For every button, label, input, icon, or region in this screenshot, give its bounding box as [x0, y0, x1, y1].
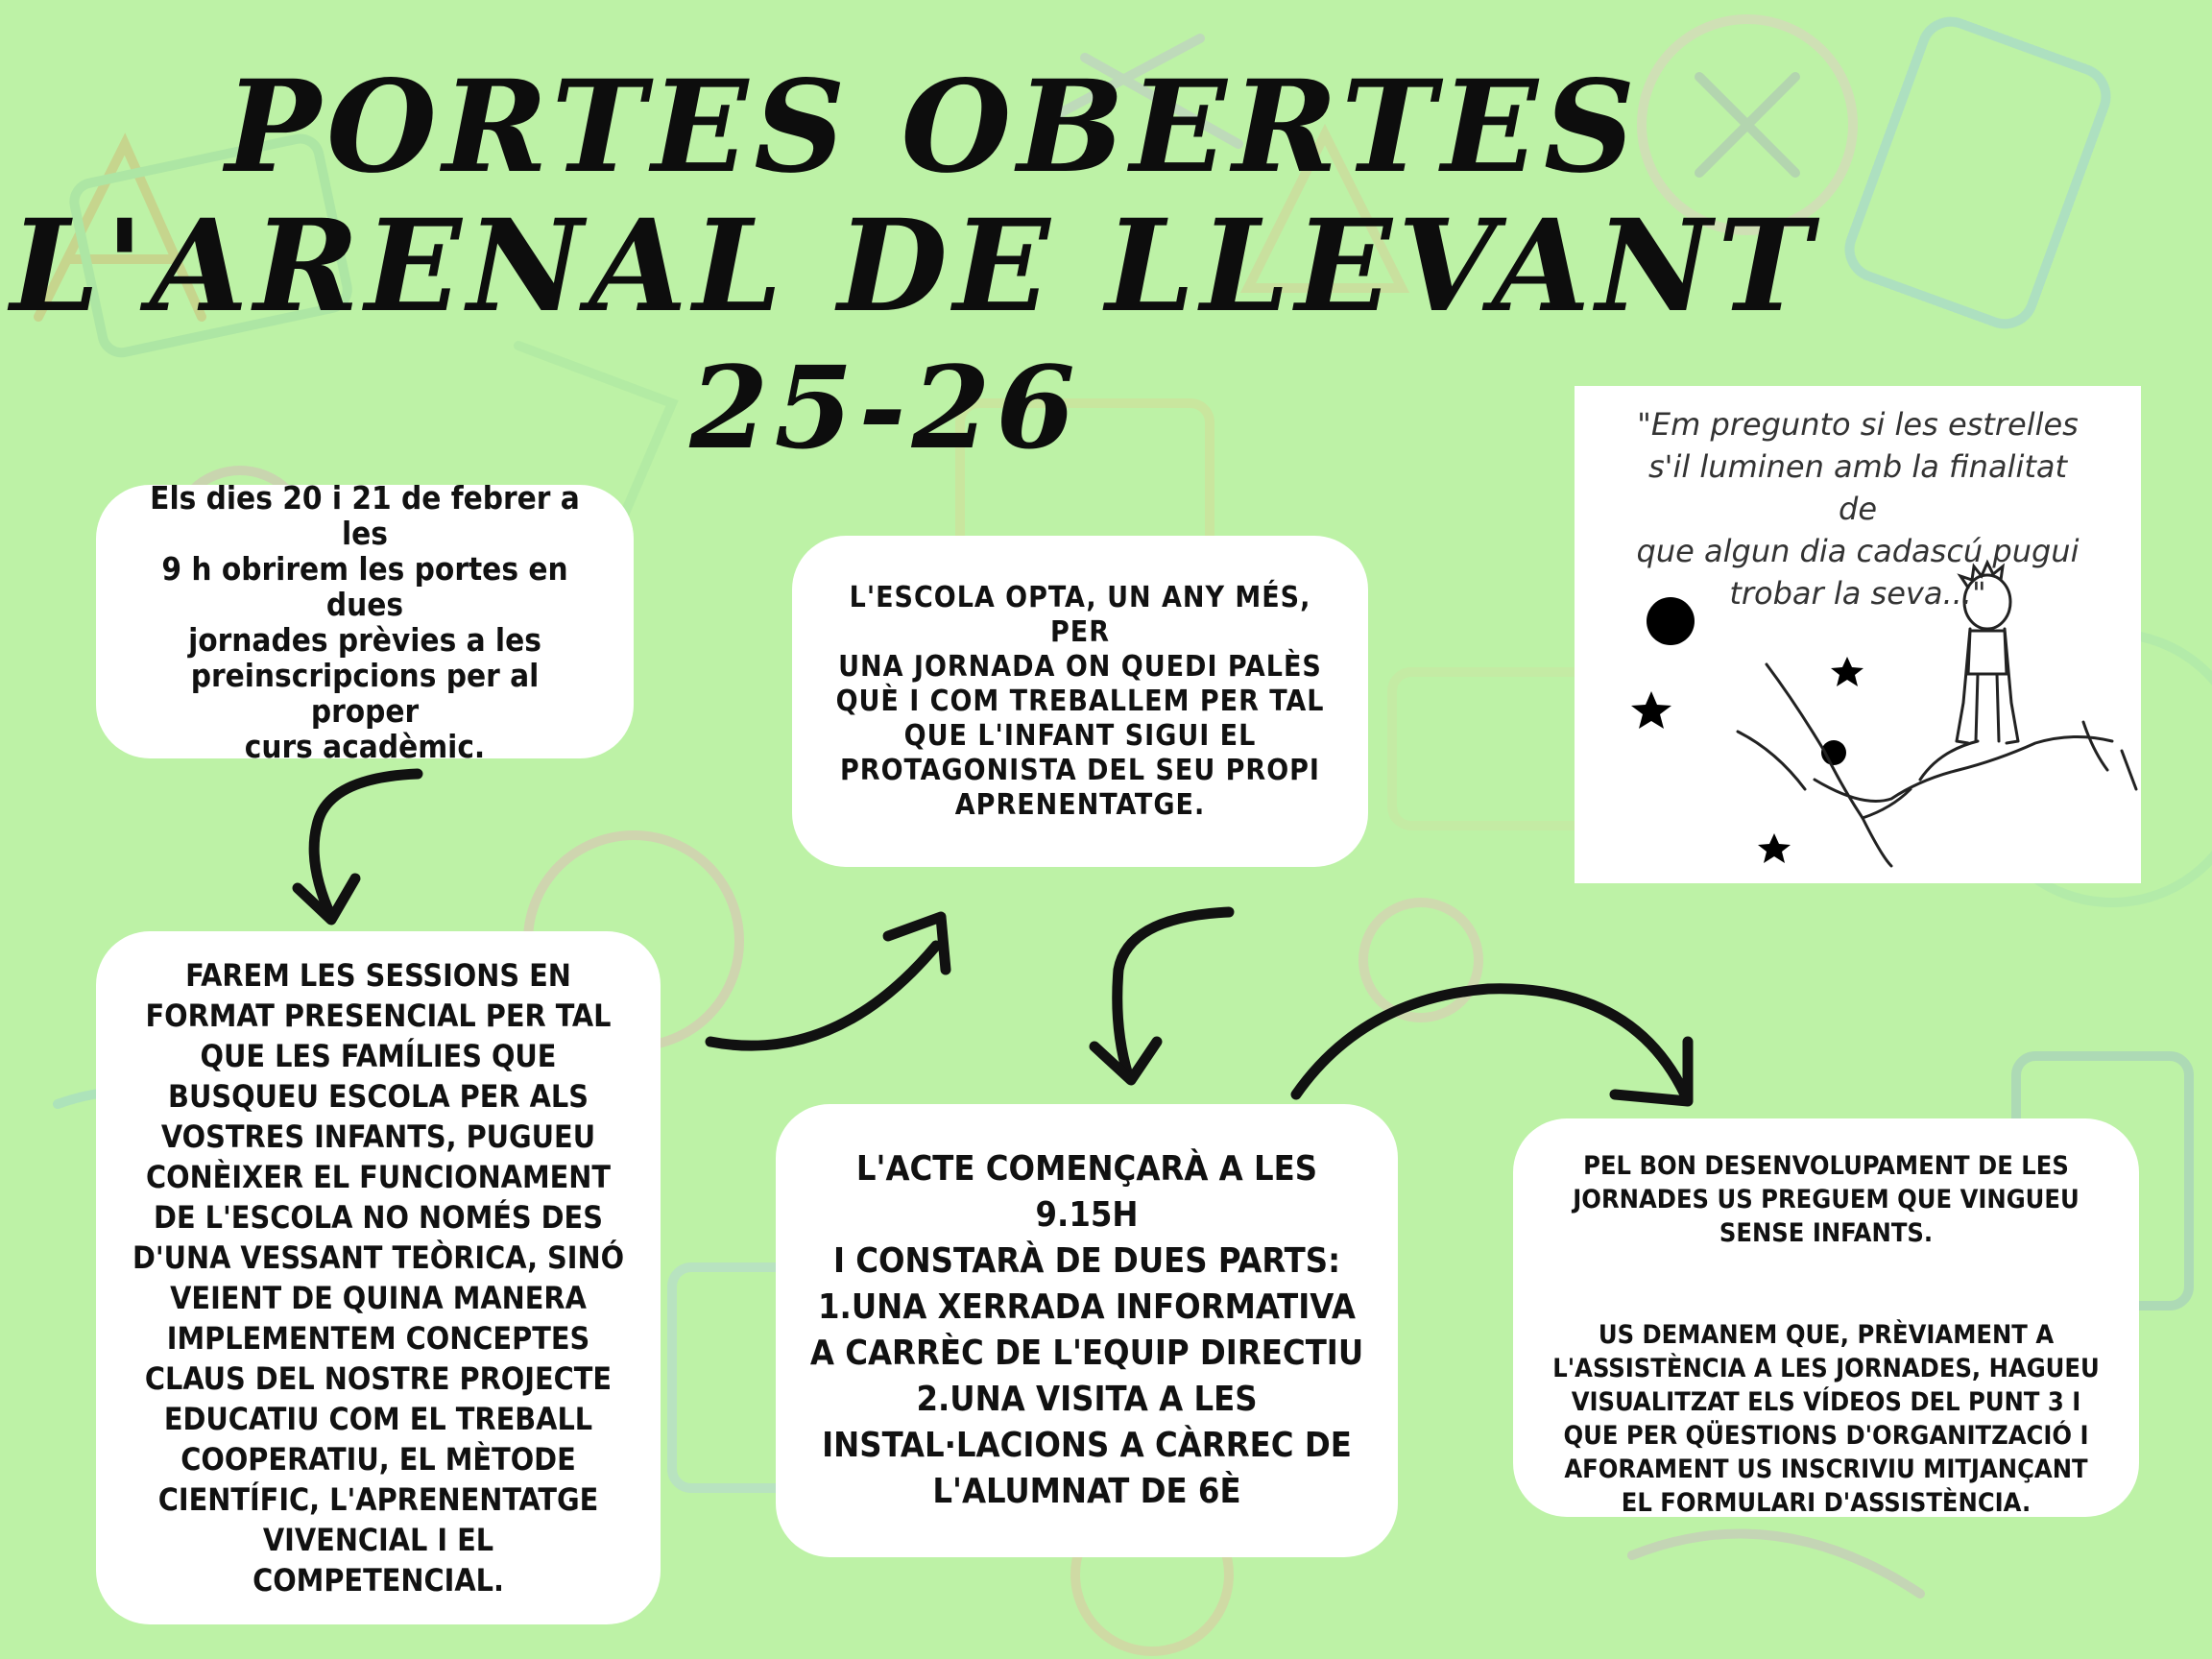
act-text: L'ACTE COMENÇARÀ A LES 9.15H I CONSTARÀ DE DUES PARTS: 1.UNA XERRADA INFORMATIVA A CARRÈC DE L'EQUIP DIRECTIU 2.UNA VISITA A LES INSTAL·LACIONS A CÀRREC DE L'ALUMNAT DE 6È: [809, 1149, 1364, 1511]
intro-card: [96, 478, 634, 765]
sessions-text: FAREM LES SESSIONS EN FORMAT PRESENCIAL PER TAL QUE LES FAMÍLIES QUE BUSQUEU ESCOLA PER ALS VOSTRES INFANTS, PUGUEU CONÈIXER EL FUNCIONAMENT DE L'ESCOLA NO NOMÉS DES D'UNA VESSANT TEÒRICA, SINÓ VEIENT DE QUINA MANERA IMPLEMENTEM CONCEPTES CLAUS DEL NOSTRE PROJECTE EDUCATIU COM EL TREBALL COOPERATIU, EL MÈTODE CIENTÍFIC, L'APRENENTATGE VIVENCIAL I EL COMPETENCIAL.: [132, 957, 625, 1599]
intro-text: Els dies 20 i 21 de febrer a les 9 h obrirem les portes en dues jornades prèvies a les preinscripcions per al proper curs acadèmic.: [150, 478, 580, 765]
request-text-1: PEL BON DESENVOLUPAMENT DE LES JORNADES US PREGUEM QUE VINGUEU SENSE INFANTS.: [1573, 1151, 2080, 1248]
title-year: 25-26: [689, 341, 1081, 474]
request-text: [1552, 1116, 2099, 1520]
title-line-1: PORTES OBERTES: [225, 53, 1642, 202]
act-card: [776, 1104, 1398, 1557]
sessions-card: [96, 931, 661, 1624]
quote-image: [1575, 386, 2141, 883]
title-line-2: L'ARENAL DE LLEVANT: [10, 192, 1818, 341]
school-card: [792, 536, 1368, 867]
quote-text: "Em pregunto si les estrelles s'il luminen amb la finalitat de que algun dia cadascú pugui trobar la seva...": [1636, 406, 2080, 612]
school-text: L'ESCOLA OPTA, UN ANY MÉS, PER UNA JORNADA ON QUEDI PALÈS QUÈ I COM TREBALLEM PER TAL QUE L'INFANT SIGUI EL PROTAGONISTA DEL SEU PROPI APRENENTATGE.: [835, 580, 1325, 822]
request-card: [1513, 1118, 2139, 1517]
request-text-2: US DEMANEM QUE, PRÈVIAMENT A L'ASSISTÈNCIA A LES JORNADES, HAGUEU VISUALITZAT ELS VÍDEOS DEL PUNT 3 I QUE PER QÜESTIONS D'ORGANITZACIÓ I AFORAMENT US INSCRIVIU MITJANÇANT EL FORMULARI D'ASSISTÈNCIA.: [1552, 1320, 2100, 1518]
